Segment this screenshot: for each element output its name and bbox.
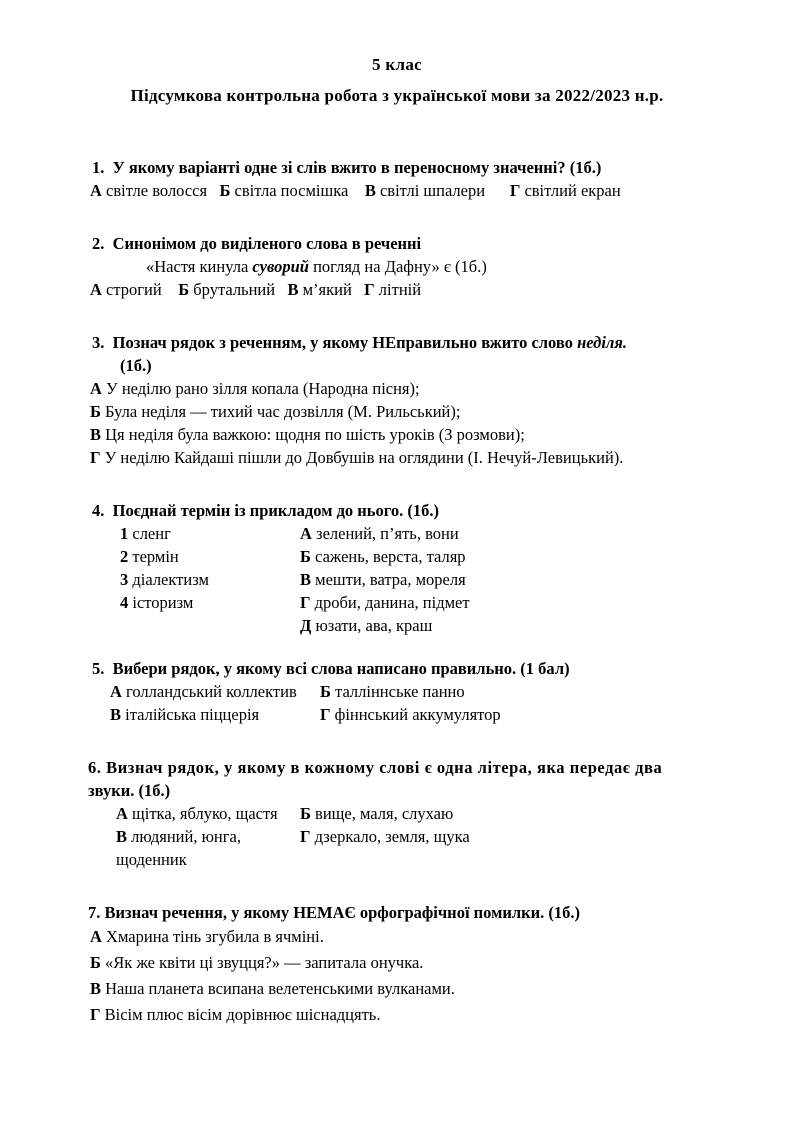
option-letter-v: В bbox=[116, 827, 128, 846]
quote-emphasis: суворий bbox=[252, 257, 309, 276]
match-label-1: сленг bbox=[132, 524, 171, 543]
match-right-d[interactable] bbox=[300, 614, 794, 637]
option-text-v[interactable]: м’який bbox=[302, 280, 352, 299]
question-2-options bbox=[0, 278, 794, 301]
option-letter-a: А bbox=[90, 927, 102, 946]
option-letter-b: Б bbox=[90, 402, 101, 421]
spacer bbox=[0, 726, 794, 756]
question-6-option-v[interactable] bbox=[0, 825, 300, 871]
question-3-option-b[interactable] bbox=[0, 400, 794, 423]
match-right-b[interactable] bbox=[300, 545, 794, 568]
option-letter-b[interactable]: Б bbox=[178, 280, 190, 299]
option-letter-g: Г bbox=[90, 1005, 101, 1024]
option-letter-b: Б bbox=[300, 804, 311, 823]
question-3-option-g[interactable] bbox=[0, 446, 794, 469]
option-letter-g: Г bbox=[90, 448, 101, 467]
question-6-text-1: Визнач рядок, у якому в кожному слові є одна літера, яка передає два bbox=[106, 758, 663, 777]
question-2 bbox=[0, 232, 794, 301]
question-1-options bbox=[0, 179, 794, 202]
option-letter-d: Д bbox=[300, 616, 312, 635]
option-text-g: Вісім плюс вісім дорівнює шіснадцять. bbox=[104, 1005, 381, 1024]
document-header bbox=[0, 0, 794, 110]
option-text-v: мешти, ватра, мореля bbox=[315, 570, 466, 589]
option-letter-g: Г bbox=[300, 827, 311, 846]
spacer bbox=[0, 871, 794, 901]
question-7-number: 7. bbox=[88, 903, 101, 922]
match-label-4: історизм bbox=[132, 593, 194, 612]
option-text-g: У неділю Кайдаші пішли до Довбушів на оглядини (І. Нечуй-Левицький). bbox=[104, 448, 624, 467]
match-left-4[interactable] bbox=[0, 591, 300, 614]
match-right-g[interactable] bbox=[300, 591, 794, 614]
question-7-option-b[interactable] bbox=[0, 950, 794, 976]
option-text-b: вище, маля, слухаю bbox=[315, 804, 454, 823]
document-subtitle: Підсумкова контрольна робота з української мови за 2022/2023 н.р. bbox=[130, 86, 664, 105]
option-text-a: голландський коллектив bbox=[126, 682, 297, 701]
option-letter-a: А bbox=[116, 804, 128, 823]
option-text-b: талліннське панно bbox=[335, 682, 465, 701]
option-text-g[interactable]: літній bbox=[378, 280, 422, 299]
table-row bbox=[0, 591, 794, 614]
question-7-option-a[interactable] bbox=[0, 924, 794, 950]
question-6-options-row-1 bbox=[0, 802, 794, 825]
question-3-prompt bbox=[0, 331, 794, 354]
question-3-option-a[interactable] bbox=[0, 377, 794, 400]
quote-before: «Настя кинула bbox=[146, 257, 253, 276]
question-5-option-a[interactable] bbox=[0, 680, 320, 703]
option-text-d: юзати, ава, краш bbox=[315, 616, 433, 635]
option-text-b[interactable]: світла посмішка bbox=[234, 181, 349, 200]
question-6-prompt-line-1 bbox=[0, 756, 794, 779]
table-row bbox=[0, 568, 794, 591]
question-6-options-row-2 bbox=[0, 825, 794, 871]
question-4 bbox=[0, 499, 794, 637]
question-7-prompt bbox=[0, 901, 794, 924]
question-2-quote bbox=[0, 255, 794, 278]
question-3-points: (1б.) bbox=[120, 356, 152, 375]
spacer bbox=[0, 301, 794, 331]
option-text-v: Ця неділя була важкою: щодня по шість уроків (З розмови); bbox=[105, 425, 525, 444]
option-letter-v: В bbox=[110, 705, 122, 724]
option-text-a[interactable]: строгий bbox=[106, 280, 162, 299]
question-6 bbox=[0, 756, 794, 871]
option-text-b: сажень, верста, таляр bbox=[315, 547, 466, 566]
option-text-v: італійська піццерія bbox=[125, 705, 260, 724]
spacer bbox=[0, 110, 794, 156]
option-letter-v: В bbox=[90, 425, 102, 444]
option-text-a: У неділю рано зілля копала (Народна пісня); bbox=[106, 379, 420, 398]
question-7-option-g[interactable] bbox=[0, 1002, 794, 1028]
option-text-v: Наша планета всипана велетенськими вулканами. bbox=[105, 979, 455, 998]
question-3-emphasis: неділя. bbox=[577, 333, 627, 352]
question-5-option-b[interactable] bbox=[320, 680, 465, 703]
option-text-v: людяний, юнга, щоденник bbox=[116, 827, 241, 869]
question-5-option-v[interactable] bbox=[0, 703, 320, 726]
question-3-text: Познач рядок з реченням, у якому НЕправильно вжито слово bbox=[112, 333, 578, 352]
question-5-options-row-1 bbox=[0, 680, 794, 703]
question-2-prompt bbox=[0, 232, 794, 255]
table-row bbox=[0, 614, 794, 637]
option-letter-b[interactable]: Б bbox=[219, 181, 231, 200]
option-text-b[interactable]: брутальний bbox=[193, 280, 276, 299]
option-letter-b: Б bbox=[300, 547, 311, 566]
question-1-text: У якому варіанті одне зі слів вжито в переносному значенні? (1б.) bbox=[112, 158, 602, 177]
option-letter-a: А bbox=[110, 682, 122, 701]
question-6-option-a[interactable] bbox=[0, 802, 300, 825]
question-3 bbox=[0, 331, 794, 469]
match-number-2: 2 bbox=[120, 547, 129, 566]
spacer bbox=[0, 469, 794, 499]
option-text-b: «Як же квіти ці звуцця?» — запитала онучка. bbox=[105, 953, 424, 972]
match-number-4: 4 bbox=[120, 593, 129, 612]
question-5-options-row-2 bbox=[0, 703, 794, 726]
question-3-number: 3. bbox=[92, 333, 105, 352]
question-5 bbox=[0, 657, 794, 726]
spacer bbox=[0, 202, 794, 232]
match-number-1: 1 bbox=[120, 524, 129, 543]
match-left-2[interactable] bbox=[0, 545, 300, 568]
question-5-number: 5. bbox=[92, 659, 105, 678]
question-2-number: 2. bbox=[92, 234, 105, 253]
match-number-3: 3 bbox=[120, 570, 129, 589]
option-letter-v: В bbox=[90, 979, 102, 998]
option-letter-a[interactable]: А bbox=[90, 181, 102, 200]
option-letter-g: Г bbox=[300, 593, 311, 612]
option-text-a: Хмарина тінь згубила в ячміні. bbox=[106, 927, 324, 946]
question-6-option-g[interactable] bbox=[300, 825, 470, 871]
option-letter-v[interactable]: В bbox=[287, 280, 299, 299]
quote-after: погляд на Дафну» є (1б.) bbox=[308, 257, 487, 276]
question-1 bbox=[0, 156, 794, 202]
question-2-text: Синонімом до виділеного слова в реченні bbox=[112, 234, 422, 253]
option-text-g: дзеркало, земля, щука bbox=[314, 827, 470, 846]
option-letter-b: Б bbox=[320, 682, 331, 701]
match-left-empty bbox=[0, 614, 300, 637]
question-5-prompt bbox=[0, 657, 794, 680]
option-letter-v[interactable]: В bbox=[364, 181, 376, 200]
option-letter-b: Б bbox=[90, 953, 101, 972]
match-label-3: діалектизм bbox=[132, 570, 209, 589]
question-7-option-v[interactable] bbox=[0, 976, 794, 1002]
option-letter-a: А bbox=[90, 379, 102, 398]
option-text-v[interactable]: світлі шпалери bbox=[379, 181, 486, 200]
question-7-text: Визнач речення, у якому НЕМАЄ орфографічної помилки. (1б.) bbox=[104, 903, 580, 922]
option-text-a[interactable]: світле волосся bbox=[106, 181, 208, 200]
option-letter-v: В bbox=[300, 570, 312, 589]
question-3-option-v[interactable] bbox=[0, 423, 794, 446]
spacer bbox=[0, 637, 794, 657]
option-text-a: щітка, яблуко, щастя bbox=[132, 804, 278, 823]
match-left-1[interactable] bbox=[0, 522, 300, 545]
option-text-b: Була неділя — тихий час дозвілля (М. Рильський); bbox=[105, 402, 461, 421]
question-4-text: Поєднай термін із прикладом до нього. (1б.) bbox=[112, 501, 439, 520]
option-letter-a[interactable]: А bbox=[90, 280, 102, 299]
option-text-a: зелений, п’ять, вони bbox=[316, 524, 459, 543]
option-letter-g[interactable]: Г bbox=[509, 181, 521, 200]
table-row bbox=[0, 522, 794, 545]
option-letter-g: Г bbox=[320, 705, 331, 724]
option-text-g[interactable]: світлий екран bbox=[524, 181, 621, 200]
question-1-number: 1. bbox=[92, 158, 105, 177]
question-6-option-b[interactable] bbox=[300, 802, 453, 825]
page-title: 5 клас bbox=[372, 55, 422, 74]
question-7 bbox=[0, 901, 794, 1028]
table-row bbox=[0, 545, 794, 568]
match-right-v[interactable] bbox=[300, 568, 794, 591]
question-4-prompt bbox=[0, 499, 794, 522]
question-4-number: 4. bbox=[92, 501, 105, 520]
match-label-2: термін bbox=[132, 547, 179, 566]
question-5-option-g[interactable] bbox=[320, 703, 501, 726]
question-5-text: Вибери рядок, у якому всі слова написано правильно. (1 бал) bbox=[112, 659, 570, 678]
question-6-number: 6. bbox=[88, 758, 102, 777]
match-left-3[interactable] bbox=[0, 568, 300, 591]
option-letter-g[interactable]: Г bbox=[364, 280, 375, 299]
option-text-g: фіннський аккумулятор bbox=[334, 705, 501, 724]
option-letter-a: А bbox=[300, 524, 312, 543]
question-1-prompt bbox=[0, 156, 794, 179]
match-right-a[interactable] bbox=[300, 522, 794, 545]
question-6-prompt-line-2: звуки. (1б.) bbox=[88, 781, 171, 800]
option-text-g: дроби, данина, підмет bbox=[314, 593, 470, 612]
